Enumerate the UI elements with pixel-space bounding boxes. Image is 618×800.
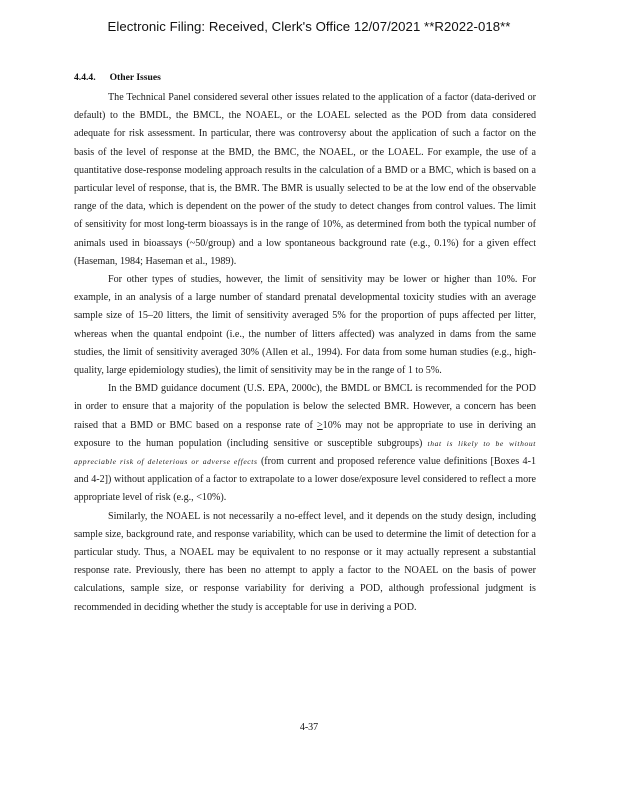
electronic-filing-header: Electronic Filing: Received, Clerk's Office 12/07/2021 **R2022-018** (107, 19, 511, 34)
page-number: 4-37 (299, 722, 319, 733)
paragraph-2: For other types of studies, however, the limit of sensitivity may be lower or higher than 10%. For example, in an analysis of a large number of standard prenatal developmental toxicity studies with an average sample size of 15–20 litters, the limit of sensitivity averaged 5% for the proportion of pups affected per litter, whereas when the quantal endpoint (i.e., the number of litters affected) was analyzed in dams from the same studies, the limit of sensitivity averaged 30% (Allen et al., 1994). For data from some human studies (e.g., high-quality, large epidemiology studies), the limit of sensitivity may be in the range of 1 to 5%. (74, 274, 536, 377)
body-text (74, 89, 536, 617)
paragraph-3-part-a: In the BMD guidance document (U.S. EPA, 2000c), the BMDL or BMCL is recommended for the POD in order to ensure that a majority of the population is below the selected BMR. However, a concern has been raised that a BMD or BMC based on a response rate of (74, 383, 536, 431)
section-number: 4.4.4. (74, 72, 96, 83)
paragraph-3-part-b: 10% may not be appropriate to use in deriving an exposure to the human population (including sensitive or susceptible subgroups) (74, 419, 536, 449)
section-title: Other Issues (109, 72, 161, 83)
paragraph-3-italic-phrase: that is likely to be without appreciable risk of deleterious or adverse effects (74, 438, 536, 467)
paragraph-3 (74, 380, 536, 507)
greater-than-or-equal-sign: > (316, 419, 323, 431)
paragraph-4: Similarly, the NOAEL is not necessarily a no-effect level, and it depends on the study design, including sample size, background rate, and response variability, which can be used to determine the limit of detection for a particular study. Thus, a NOAEL may be equivalent to no response or it may actually represent a substantial response rate. Previously, there has been no attempt to apply a factor to the NOAEL on the basis of power calculations, sample size, or response variability for deriving a POD, although professional judgment is recommended in deciding whether the study is acceptable for use in deriving a POD. (74, 510, 536, 613)
paragraph-1: The Technical Panel considered several other issues related to the application of a factor (data-derived or default) to the BMDL, the BMCL, the NOAEL, or the LOAEL selected as the POD from data considered adequate for risk assessment. In particular, there was controversy about the application of such a factor on the basis of the level of response at the BMD, the BMC, the NOAEL, or the LOAEL. For example, the use of a quantitative dose-response modeling approach results in the calculation of a BMD or a BMC, which is based on a particular level of response, that is, the BMR. The BMR is usually selected to be at the low end of the observable range of the data, which is dependent on the power of the study to detect changes from control values. The limit of sensitivity for most long-term bioassays is in the range of 10%, as determined from both the typical number of animals used in bioassays (~50/group) and a low spontaneous background rate (e.g., 0.1%) for a given effect (Haseman, 1984; Haseman et al., 1989). (74, 92, 536, 267)
section-heading (74, 72, 161, 83)
paragraph-3-part-c: (from current and proposed reference value definitions [Boxes 4-1 and 4-2]) without application of a factor to extrapolate to a lower dose/exposure level considered to reflect a more appropriate level of risk (e.g., <10%). (74, 456, 537, 504)
